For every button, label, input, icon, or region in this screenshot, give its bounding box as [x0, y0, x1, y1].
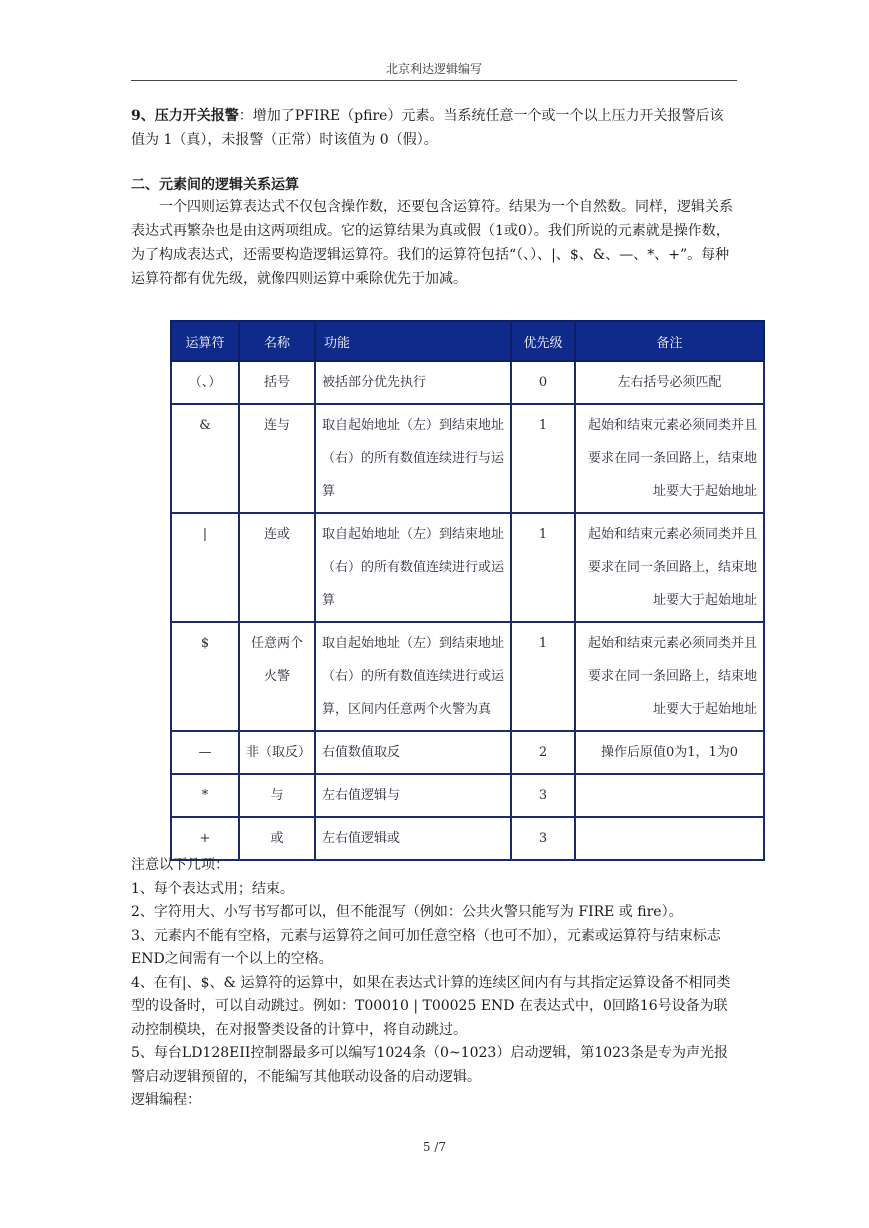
- cell-note: [575, 774, 764, 817]
- notes-section: [131, 854, 737, 1113]
- cell-priority: 1: [511, 404, 575, 513]
- header-rule: [131, 80, 737, 81]
- cell-name: 与: [239, 774, 315, 817]
- cell-operator: —: [171, 731, 239, 774]
- notes-outro: 逻辑编程：: [131, 1092, 201, 1108]
- note-item: 4、在有|、$、& 运算符的运算中，如果在表达式计算的连续区间内有与其指定运算设备不相同类型的设备时，可以自动跳过。例如：T00010 | T00025 END 在表达式中，0回路16号设备为联动控制模块，在对报警类设备的计算中，将自动跳过。: [131, 974, 731, 1038]
- section-2-body: 一个四则运算表达式不仅包含操作数，还要包含运算符。结果为一个自然数。同样，逻辑关系表达式再繁杂也是由这两项组成。它的运算结果为真或假（1或0）。我们所说的元素就是操作数，为了构成表达式，还需要构造逻辑运算符。我们的运算符包括“（、）、|、$、&、—、*、+”。每种运算符都有优先级，就像四则运算中乘除优先于加减。: [131, 199, 733, 287]
- header-function: 功能: [315, 321, 511, 361]
- cell-function: 取自起始地址（左）到结束地址（右）的所有数值连续进行或运算: [315, 513, 511, 622]
- cell-operator: *: [171, 774, 239, 817]
- cell-name: 任意两个火警: [239, 622, 315, 731]
- cell-function: 右值数值取反: [315, 731, 511, 774]
- table-row: [171, 731, 764, 774]
- cell-function: 取自起始地址（左）到结束地址（右）的所有数值连续进行与运算: [315, 404, 511, 513]
- cell-note: 操作后原值0为1，1为0: [575, 731, 764, 774]
- header-operator: 运算符: [171, 321, 239, 361]
- cell-operator: &: [171, 404, 239, 513]
- cell-name: 连与: [239, 404, 315, 513]
- note-item: 1、每个表达式用；结束。: [131, 880, 294, 897]
- cell-name: 非（取反）: [239, 731, 315, 774]
- note-item: 5、每台LD128EII控制器最多可以编写1024条（0~1023）启动逻辑，第1023条是专为声光报警启动逻辑预留的，不能编写其他联动设备的启动逻辑。: [131, 1045, 728, 1085]
- table-row: [171, 622, 764, 731]
- table-header-row: [171, 321, 764, 361]
- cell-priority: 1: [511, 622, 575, 731]
- item-9-text: ：增加了PFIRE（pfire）元素。当系统任意一个或一个以上压力开关报警后该值为 1（真），未报警（正常）时该值为 0（假）。: [131, 108, 724, 148]
- section-2-title: 二、元素间的逻辑关系运算: [131, 177, 299, 193]
- cell-name: 括号: [239, 361, 315, 404]
- header-note: 备注: [575, 321, 764, 361]
- item-9-label: 9、压力开关报警: [131, 108, 239, 124]
- item-9-paragraph: [131, 104, 737, 152]
- page-header: 北京利达逻辑编写: [385, 62, 482, 76]
- operator-table: [170, 320, 765, 861]
- cell-priority: 2: [511, 731, 575, 774]
- cell-priority: 3: [511, 817, 575, 860]
- cell-function: 取自起始地址（左）到结束地址（右）的所有数值连续进行或运算，区间内任意两个火警为真: [315, 622, 511, 731]
- cell-note: 起始和结束元素必须同类并且要求在同一条回路上，结束地址要大于起始地址: [575, 513, 764, 622]
- cell-priority: 1: [511, 513, 575, 622]
- table-row: [171, 361, 764, 404]
- cell-name: 连或: [239, 513, 315, 622]
- cell-operator: （、）: [171, 361, 239, 404]
- table-row: [171, 774, 764, 817]
- cell-note: 左右括号必须匹配: [575, 361, 764, 404]
- header-name: 名称: [239, 321, 315, 361]
- table-row: [171, 513, 764, 622]
- cell-operator: |: [171, 513, 239, 622]
- table-row: [171, 404, 764, 513]
- cell-priority: 3: [511, 774, 575, 817]
- cell-operator: $: [171, 622, 239, 731]
- note-item: 3、元素内不能有空格，元素与运算符之间可加任意空格（也可不加），元素或运算符与结束标志END之间需有一个以上的空格。: [131, 927, 721, 967]
- cell-name: 或: [239, 817, 315, 860]
- header-priority: 优先级: [511, 321, 575, 361]
- cell-function: 左右值逻辑与: [315, 774, 511, 817]
- note-item: 2、字符用大、小写书写都可以，但不能混写（例如：公共火警只能写为 FIRE 或 fire）。: [131, 904, 683, 920]
- cell-note: 起始和结束元素必须同类并且要求在同一条回路上，结束地址要大于起始地址: [575, 404, 764, 513]
- cell-note: 起始和结束元素必须同类并且要求在同一条回路上，结束地址要大于起始地址: [575, 622, 764, 731]
- cell-function: 左右值逻辑或: [315, 817, 511, 860]
- cell-priority: 0: [511, 361, 575, 404]
- cell-function: 被括部分优先执行: [315, 361, 511, 404]
- notes-intro: 注意以下几项：: [131, 857, 229, 873]
- page-number: 5 /7: [422, 1140, 447, 1154]
- cell-operator: +: [171, 817, 239, 860]
